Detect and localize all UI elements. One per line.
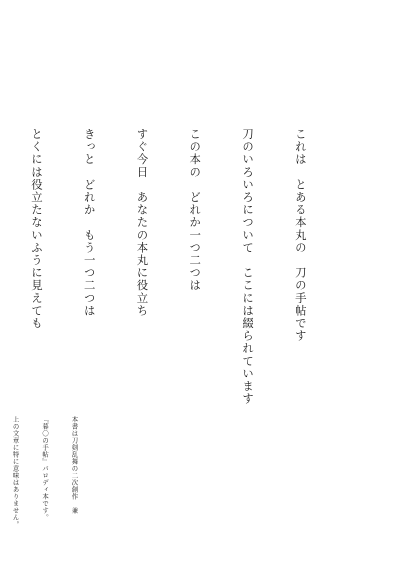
colophon-line: 上の文章に特に意味はありません。	[11, 416, 20, 528]
poem-line: すぐ今日 あなたの本丸に役立ち	[135, 128, 150, 317]
poem-line: これは とある本丸の 刀の手帖です	[293, 128, 308, 343]
colophon-line: 本書は刀剣乱舞の二次創作 兼	[70, 416, 79, 514]
colophon-note	[0, 416, 98, 550]
poem-text	[0, 128, 344, 406]
colophon-line: 『暮〇の手帖』パロディ本です。	[41, 416, 50, 521]
poem-line: きっと どれか もう一つ二つは	[82, 128, 97, 317]
poem-line: とくには役立たないふうに見えても	[29, 128, 44, 330]
poem-line: 刀のいろいろについて ここには綴られています	[241, 128, 256, 406]
poem-line: この本の どれか一つ二つは	[188, 128, 203, 292]
